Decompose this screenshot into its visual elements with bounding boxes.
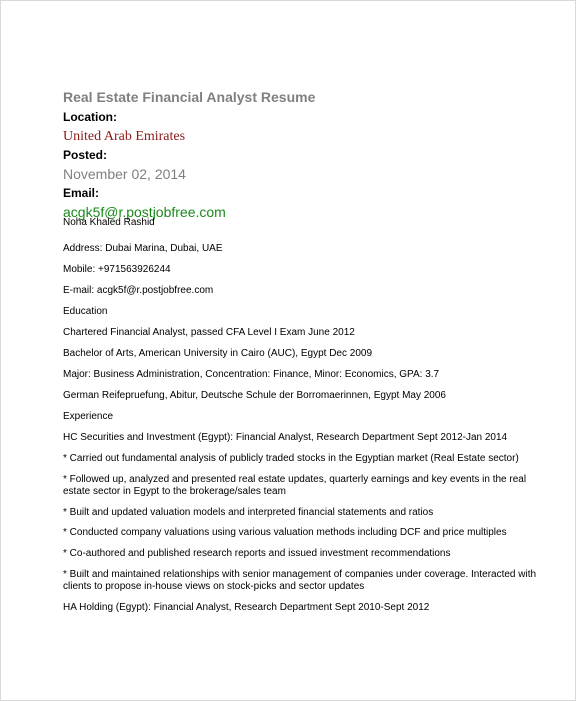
- address-line: Address: Dubai Marina, Dubai, UAE: [63, 243, 223, 254]
- job-bullet-3: * Built and updated valuation models and interpreted financial statements and ratios: [63, 507, 434, 518]
- resume-title: Real Estate Financial Analyst Resume: [63, 89, 316, 105]
- mobile-line: Mobile: +971563926244: [63, 264, 171, 275]
- resume-content: [63, 89, 563, 221]
- job-bullet-6a: * Built and maintained relationships with senior management of companies under coverage. Interacted with: [63, 569, 537, 580]
- job-bullet-4: * Conducted company valuations using various valuation methods including DCF and price multiples: [63, 527, 507, 538]
- location-label: Location:: [63, 110, 117, 124]
- education-abitur: German Reifepruefung, Abitur, Deutsche Schule der Borromaerinnen, Egypt May 2006: [63, 390, 446, 401]
- experience-heading: Experience: [63, 411, 114, 422]
- job-bullet-2b: estate sector in Egypt to the brokerage/sales team: [63, 486, 286, 497]
- education-heading: Education: [63, 306, 108, 317]
- education-bachelor: Bachelor of Arts, American University in Cairo (AUC), Egypt Dec 2009: [63, 348, 373, 359]
- job-hc-securities: HC Securities and Investment (Egypt): Financial Analyst, Research Department Sept 2012-Jan 2014: [63, 432, 508, 443]
- posted-label: Posted:: [63, 148, 108, 162]
- job-ha-holding: HA Holding (Egypt): Financial Analyst, Research Department Sept 2010-Sept 2012: [63, 602, 430, 613]
- posted-date: November 02, 2014: [63, 166, 186, 182]
- email-value: acgk5f@r.postjobfree.com: [63, 204, 226, 220]
- education-cfa: Chartered Financial Analyst, passed CFA Level I Exam June 2012: [63, 327, 355, 338]
- job-bullet-6b: clients to propose in-house views on stock-picks and sector updates: [63, 581, 365, 592]
- email-label: Email:: [63, 186, 100, 200]
- location-value: United Arab Emirates: [63, 129, 186, 144]
- job-bullet-2a: * Followed up, analyzed and presented real estate updates, quarterly earnings and key events in the real: [63, 474, 527, 485]
- candidate-name: Noha Khaled Rashid: [63, 217, 155, 228]
- email-line: E-mail: acgk5f@r.postjobfree.com: [63, 285, 214, 296]
- job-bullet-1: * Carried out fundamental analysis of publicly traded stocks in the Egyptian market (Real Estate sector): [63, 453, 519, 464]
- education-major: Major: Business Administration, Concentration: Finance, Minor: Economics, GPA: 3.7: [63, 369, 440, 380]
- job-bullet-5: * Co-authored and published research reports and issued investment recommendations: [63, 548, 451, 559]
